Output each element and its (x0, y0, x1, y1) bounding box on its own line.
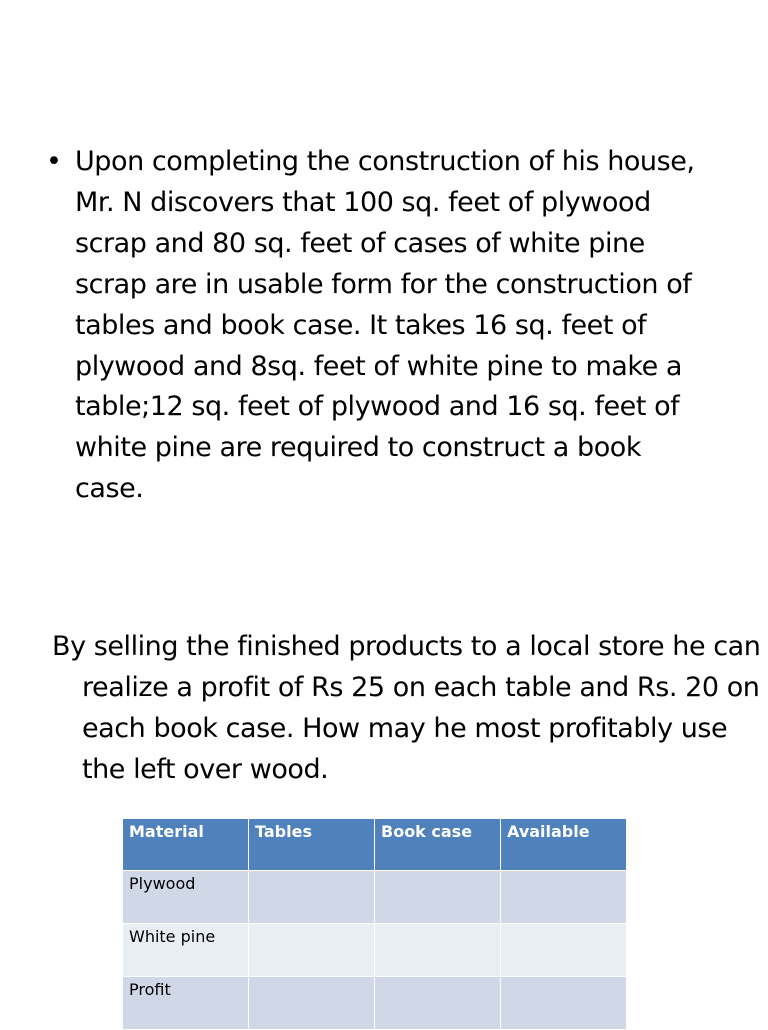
table-cell (501, 977, 627, 1030)
row-label-plywood: Plywood (123, 871, 249, 924)
problem-statement: Upon completing the construction of his house, Mr. N discovers that 100 sq. feet of plywood scrap and 80 sq. feet of cases of white pine scrap are in usable form for the construction of tables and book case. It takes 16 sq. feet of plywood and 8sq. feet of white pine to make a table;12 sq. feet of plywood and 16 sq. feet of white pine are required to construct a book case. (75, 146, 695, 505)
table-cell (249, 924, 375, 977)
header-tables: Tables (249, 819, 375, 871)
row-label-white-pine: White pine (123, 924, 249, 977)
table-cell (375, 924, 501, 977)
row-label-profit: Profit (123, 977, 249, 1030)
header-material: Material (123, 819, 249, 871)
header-available: Available (501, 819, 627, 871)
table-cell (375, 977, 501, 1030)
table-header-row (123, 819, 627, 871)
header-book-case: Book case (375, 819, 501, 871)
table-cell (249, 871, 375, 924)
table-cell (501, 924, 627, 977)
table-cell (249, 977, 375, 1030)
table-row (123, 977, 627, 1030)
table-cell (375, 871, 501, 924)
data-table (122, 818, 627, 1030)
profit-paragraph: By selling the finished products to a local store he can realize a profit of Rs 25 on each table and Rs. 20 on each book case. How may he most profitably use the left over wood. (52, 631, 761, 785)
table-cell (501, 871, 627, 924)
table-row (123, 871, 627, 924)
bullet-marker: • (46, 146, 62, 177)
table-row (123, 924, 627, 977)
